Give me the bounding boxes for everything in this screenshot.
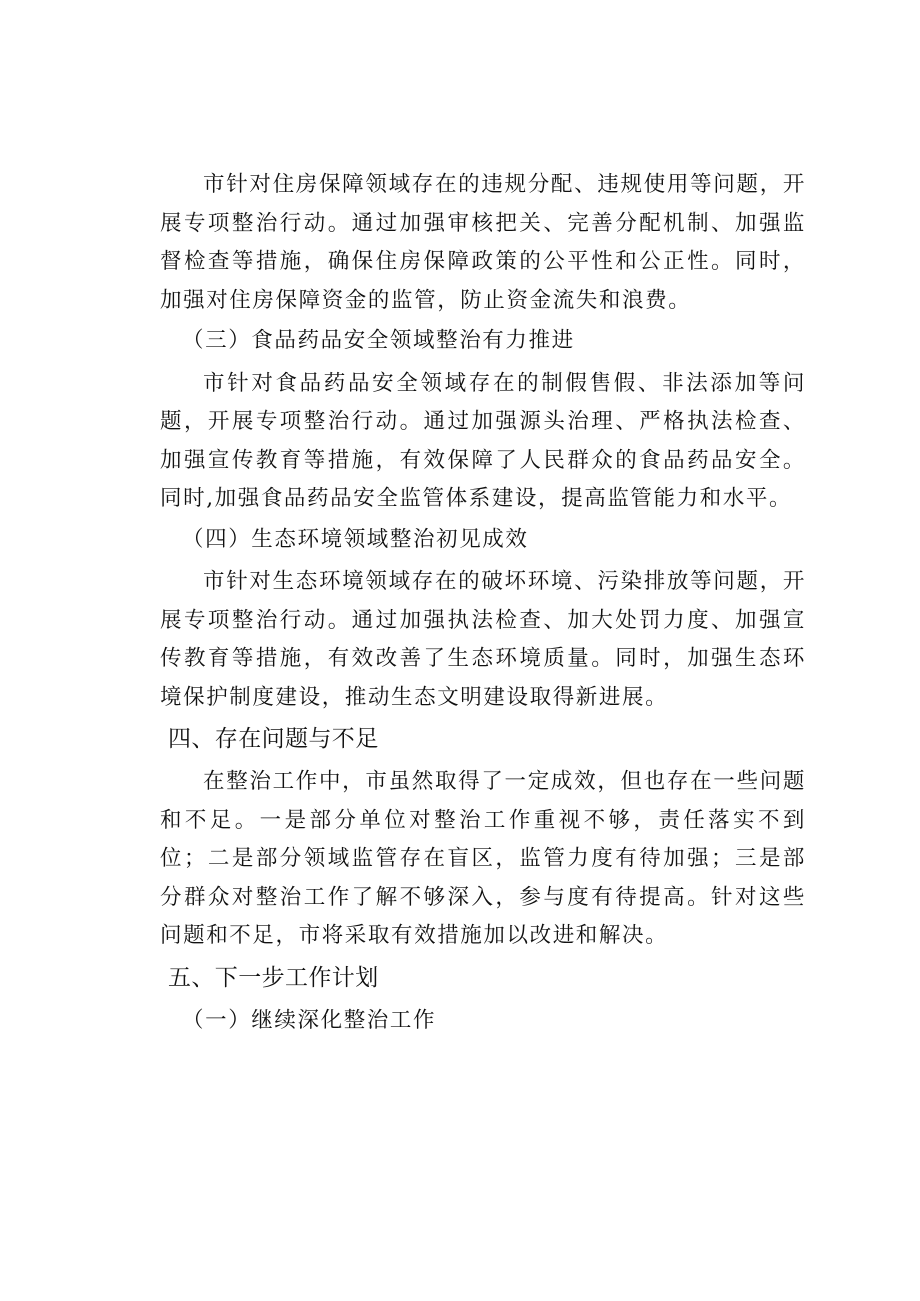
subheading-deepen-rectification: （一）继续深化整治工作 [182,1007,437,1033]
section-heading-problems: 四、存在问题与不足 [168,726,379,752]
paragraph-ecological-environment: 市针对生态环境领域存在的破坏环境、污染排放等问题，开展专项整治行动。通过加强执法检查、加大处罚力度、加强宣传教育等措施，有效改善了生态环境质量。同时，加强生态环境保护制度建设，推动生态文明建设取得新进展。 [160,569,806,710]
document-body [160,166,806,1044]
subheading-food-drug-safety: （三）食品药品安全领域整治有力推进 [182,328,575,353]
paragraph-housing-security: 市针对住房保障领域存在的违规分配、违规使用等问题，开展专项整治行动。通过加强审核把关、完善分配机制、加强监督检查等措施，确保住房保障政策的公平性和公正性。同时，加强对住房保障资金的监管，防止资金流失和浪费。 [160,172,806,313]
section-heading-next-steps: 五、下一步工作计划 [168,964,379,991]
subheading-ecological-environment: （四）生态环境领域整治初见成效 [182,526,529,552]
paragraph-food-drug-safety: 市针对食品药品安全领域存在的制假售假、非法添加等问题，开展专项整治行动。通过加强源头治理、严格执法检查、加强宣传教育等措施，有效保障了人民群众的食品药品安全。同时,加强食品药品安全监管体系建设，提高监管能力和水平。 [160,370,806,511]
paragraph-problems: 在整治工作中，市虽然取得了一定成效，但也存在一些问题和不足。一是部分单位对整治工作重视不够，责任落实不到位；二是部分领域监管存在盲区，监管力度有待加强；三是部分群众对整治工作了解不够深入，参与度有待提高。针对这些问题和不足，市将采取有效措施加以改进和解决。 [160,769,806,948]
